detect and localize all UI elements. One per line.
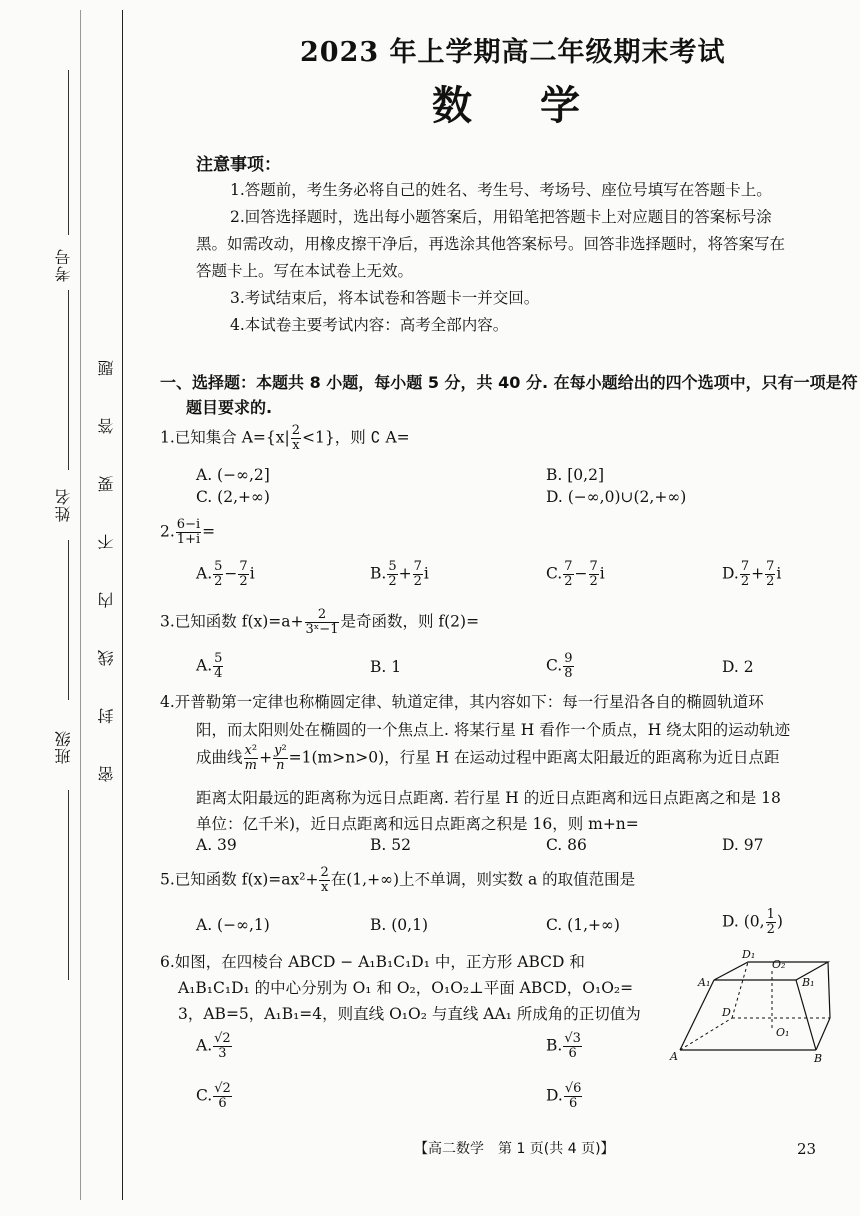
- den: 2: [239, 574, 248, 589]
- edge-dd1-hidden: [732, 962, 748, 1018]
- notice-item: 2.回答选择题时，选出每小题答案后，用铅笔把答题卡上对应题目的答案标号涂: [230, 208, 772, 226]
- num: 7: [766, 559, 775, 574]
- q4-line: 距离太阳最远的距离称为远日点距离. 若行星 H 的近日点距离和远日点距离之和是 18: [196, 789, 781, 807]
- question-2: [160, 518, 215, 547]
- q3-prefix: 3.已知函数 f(x)=a+: [160, 612, 304, 631]
- q6-b-frac: [563, 1032, 582, 1061]
- q2-option-d: [722, 560, 781, 589]
- q6-line: A₁B₁C₁D₁ 的中心分别为 O₁ 和 O₂，O₁O₂⊥平面 ABCD，O₁O₂=: [178, 979, 634, 997]
- den: 6: [568, 1096, 578, 1111]
- num: √3: [564, 1031, 581, 1046]
- q2-fraction: [176, 518, 201, 547]
- q3-num: 2: [305, 608, 340, 623]
- page-footer: 【高二数学 第 1 页(共 4 页)】: [414, 1141, 615, 1157]
- edge-bb1: [796, 980, 816, 1050]
- num: √2: [214, 1081, 231, 1096]
- label-d: D: [722, 1006, 731, 1019]
- q1-fraction: [291, 424, 301, 453]
- q6-d-label: D.: [546, 1086, 563, 1105]
- q2-option-c: [546, 560, 605, 589]
- q1-suffix: <1}，则 ∁ A=: [302, 428, 410, 447]
- question-1: [160, 424, 410, 453]
- num: 7: [564, 559, 573, 574]
- q4-curve-prefix: 成曲线: [196, 748, 243, 767]
- q4-line: 单位：亿千米)，近日点距离和远日点距离之积是 16，则 m+n=: [196, 815, 639, 833]
- exam-no-label: 考号: [54, 248, 73, 282]
- q6-option-d: [546, 1082, 583, 1111]
- q4-option-b: B. 52: [370, 836, 411, 854]
- q5-d-prefix: D. (0,: [722, 912, 765, 931]
- q4-line: 阳，而太阳则处在椭圆的一个焦点上. 将某行星 H 看作一个质点，H 绕太阳的运动轨迹: [196, 721, 791, 739]
- edge-cc1: [828, 962, 830, 1018]
- subject-title: 数学: [432, 82, 648, 129]
- exam-no-line-lower: [68, 290, 69, 470]
- seal-char: 答: [97, 418, 116, 434]
- q2-a-unit: i: [249, 564, 255, 583]
- q3-c-label: C.: [546, 656, 563, 675]
- q1-den: x: [292, 438, 300, 453]
- question-3: [160, 608, 479, 637]
- q2-d-op: +: [751, 564, 765, 583]
- exam-title: 2023 年上学期高二年级期末考试: [300, 37, 726, 68]
- q2-c-frac1: [563, 560, 573, 589]
- seal-char: 密: [97, 766, 116, 782]
- q2-c-op: −: [574, 564, 588, 583]
- den: 2: [564, 574, 573, 589]
- q4-line: 4.开普勒第一定律也称椭圆定律、轨道定律，其内容如下：每一行星沿各自的椭圆轨道环: [160, 693, 764, 711]
- q4-option-d: D. 97: [722, 836, 764, 854]
- label-o1: O₁: [776, 1026, 790, 1039]
- q2-den: 1+i: [176, 532, 201, 547]
- den: 4: [214, 666, 223, 681]
- notice-item: 4.本试卷主要考试内容：高考全部内容。: [230, 316, 509, 334]
- q5-option-d: [722, 908, 783, 937]
- den: 2: [388, 574, 397, 589]
- q2-a-label: A.: [196, 564, 213, 583]
- num: 7: [740, 559, 750, 574]
- notice-heading: 注意事项：: [196, 155, 281, 175]
- q2-c-label: C.: [546, 564, 563, 583]
- num: 5: [388, 559, 397, 574]
- q2-num: 6−i: [176, 517, 201, 532]
- num: 7: [589, 559, 598, 574]
- den: 3: [218, 1046, 227, 1061]
- q3-option-a: [196, 652, 224, 681]
- notice-item: 黑。如需改动，用橡皮擦干净后，再选涂其他答案标号。回答非选择题时，将答案写在: [196, 235, 786, 253]
- q4-option-c: C. 86: [546, 836, 587, 854]
- seal-char: 不: [97, 534, 116, 550]
- section-heading-cont: 题目要求的.: [186, 398, 273, 417]
- den: 2: [589, 574, 598, 589]
- q2-option-b: [370, 560, 429, 589]
- q3-option-d: D. 2: [722, 658, 754, 676]
- q5-suffix: 在(1,+∞)上不单调，则实数 a 的取值范围是: [330, 870, 636, 889]
- den: 2: [766, 574, 775, 589]
- notice-item: 答题卡上。写在本试卷上无效。: [196, 262, 414, 280]
- q2-b-frac1: [387, 560, 397, 589]
- label-a1: A₁: [698, 976, 711, 989]
- num: 5: [214, 559, 223, 574]
- q6-b-label: B.: [546, 1036, 563, 1055]
- q5-prefix: 5.已知函数 f(x)=ax²+: [160, 870, 319, 889]
- q3-option-b: B. 1: [370, 658, 402, 676]
- binding-cut-line: [80, 10, 81, 1200]
- q2-c-unit: i: [599, 564, 605, 583]
- q1-option-a: A. (−∞,2]: [196, 466, 270, 484]
- q2-b-frac2: [413, 560, 423, 589]
- q2-b-op: +: [398, 564, 412, 583]
- q2-a-op: −: [224, 564, 238, 583]
- q2-prefix: 2.: [160, 522, 175, 541]
- q6-line: 3，AB=5，A₁B₁=4，则直线 O₁O₂ 与直线 AA₁ 所成角的正切值为: [178, 1005, 641, 1023]
- seal-char: 内: [97, 592, 116, 608]
- q5-option-b: B. (0,1): [370, 916, 428, 934]
- seal-char: 线: [97, 650, 116, 666]
- q1-option-b: B. [0,2]: [546, 466, 604, 484]
- den: 6: [568, 1046, 577, 1061]
- label-a: A: [670, 1050, 678, 1063]
- q3-c-frac: [563, 652, 573, 681]
- q3-fraction: [305, 608, 340, 637]
- q5-den: x: [320, 880, 329, 895]
- q2-d-label: D.: [722, 564, 739, 583]
- den: 2: [740, 574, 750, 589]
- q1-option-c: C. (2,+∞): [196, 488, 270, 506]
- den: 2: [214, 574, 223, 589]
- name-line: [68, 540, 69, 700]
- seal-char: 要: [97, 476, 116, 492]
- frustum-figure: [668, 946, 838, 1066]
- q3-suffix: 是奇函数，则 f(2)=: [340, 612, 480, 631]
- label-b: B: [814, 1052, 823, 1065]
- q6-option-a: [196, 1032, 233, 1061]
- name-label: 姓名: [54, 488, 73, 522]
- q2-b-unit: i: [423, 564, 429, 583]
- q3-option-c: [546, 652, 575, 681]
- q1-num: 2: [291, 423, 301, 438]
- question-5: [160, 866, 635, 895]
- page-code: 23: [797, 1140, 817, 1158]
- seal-char: 题: [97, 360, 116, 376]
- seal-char: 封: [97, 708, 116, 724]
- q5-option-a: A. (−∞,1): [196, 916, 270, 934]
- den: 8: [564, 666, 573, 681]
- q4-frac-y: $\frac{\text{y²}}{n}$: [274, 744, 287, 773]
- num: 7: [239, 559, 248, 574]
- num: √2: [214, 1031, 231, 1046]
- den: 2: [413, 574, 422, 589]
- q6-a-label: A.: [196, 1036, 213, 1055]
- q6-c-label: C.: [196, 1086, 213, 1105]
- q2-option-a: [196, 560, 255, 589]
- den: 2: [766, 922, 775, 937]
- q2-a-frac1: [213, 560, 223, 589]
- q1-prefix: 1.已知集合 A={x|: [160, 428, 290, 447]
- q5-d-suffix: ): [776, 912, 783, 931]
- q2-d-unit: i: [776, 564, 782, 583]
- q5-d-frac: [766, 908, 776, 937]
- class-label: 班级: [54, 730, 73, 764]
- q4-frac-x: $\frac{\text{x²}}{m}$: [244, 744, 258, 773]
- notice-item: 1.答题前，考生务必将自己的姓名、考生号、考场号、座位号填写在答题卡上。: [230, 181, 772, 199]
- exam-no-line: [68, 70, 69, 235]
- q6-option-c: [196, 1082, 233, 1111]
- q6-c-frac: [213, 1082, 232, 1111]
- q2-d-frac1: [740, 560, 750, 589]
- q5-num: 2: [320, 865, 329, 880]
- num: 7: [413, 559, 422, 574]
- q2-b-label: B.: [370, 564, 387, 583]
- q6-line: 6.如图，在四棱台 ABCD − A₁B₁C₁D₁ 中，正方形 ABCD 和: [160, 953, 585, 971]
- q6-a-frac: [213, 1032, 232, 1061]
- q3-den: 3ˣ−1: [305, 622, 339, 637]
- q4-option-a: A. 39: [196, 836, 237, 854]
- q4-curve-suffix: =1(m>n>0)，行星 H 在运动过程中距离太阳最近的距离称为近日点距: [288, 748, 780, 767]
- den: 6: [218, 1096, 227, 1111]
- label-d1: D₁: [742, 948, 756, 961]
- q4-line: 成曲线 $\frac{\text{x²}}{m}$ + $\frac{\text{y²}}{n}$ =1(m>n>0)，行星 H 在运动过程中距离太阳最近的距离称为近日点距: [196, 744, 780, 773]
- q2-a-frac2: [238, 560, 248, 589]
- num: 1: [766, 907, 775, 922]
- q2-suffix: =: [202, 522, 216, 541]
- num: √6: [564, 1081, 582, 1096]
- notice-item: 3.考试结束后，将本试卷和答题卡一并交回。: [230, 289, 540, 307]
- q5-fraction: [319, 866, 329, 895]
- q3-a-label: A.: [196, 656, 213, 675]
- binding-border-line: [122, 10, 123, 1200]
- num: 5: [214, 651, 223, 666]
- q2-c-frac2: [589, 560, 599, 589]
- label-o2: O₂: [772, 958, 786, 971]
- section-heading: [160, 370, 860, 393]
- class-line: [68, 790, 69, 980]
- label-b1: B₁: [802, 976, 815, 989]
- q5-option-c: C. (1,+∞): [546, 916, 620, 934]
- num: 9: [564, 651, 573, 666]
- q6-d-frac: [564, 1082, 583, 1111]
- section-heading-line1: 一、选择题：本题共 8 小题，每小题 5 分，共 40 分. 在每小题给出的四个选项中，只有一项是符: [160, 373, 858, 392]
- q2-d-frac2: [765, 560, 775, 589]
- q1-option-d: D. (−∞,0)∪(2,+∞): [546, 488, 687, 506]
- q3-a-frac: [213, 652, 223, 681]
- edge-bc: [816, 1018, 830, 1050]
- q6-option-b: [546, 1032, 583, 1061]
